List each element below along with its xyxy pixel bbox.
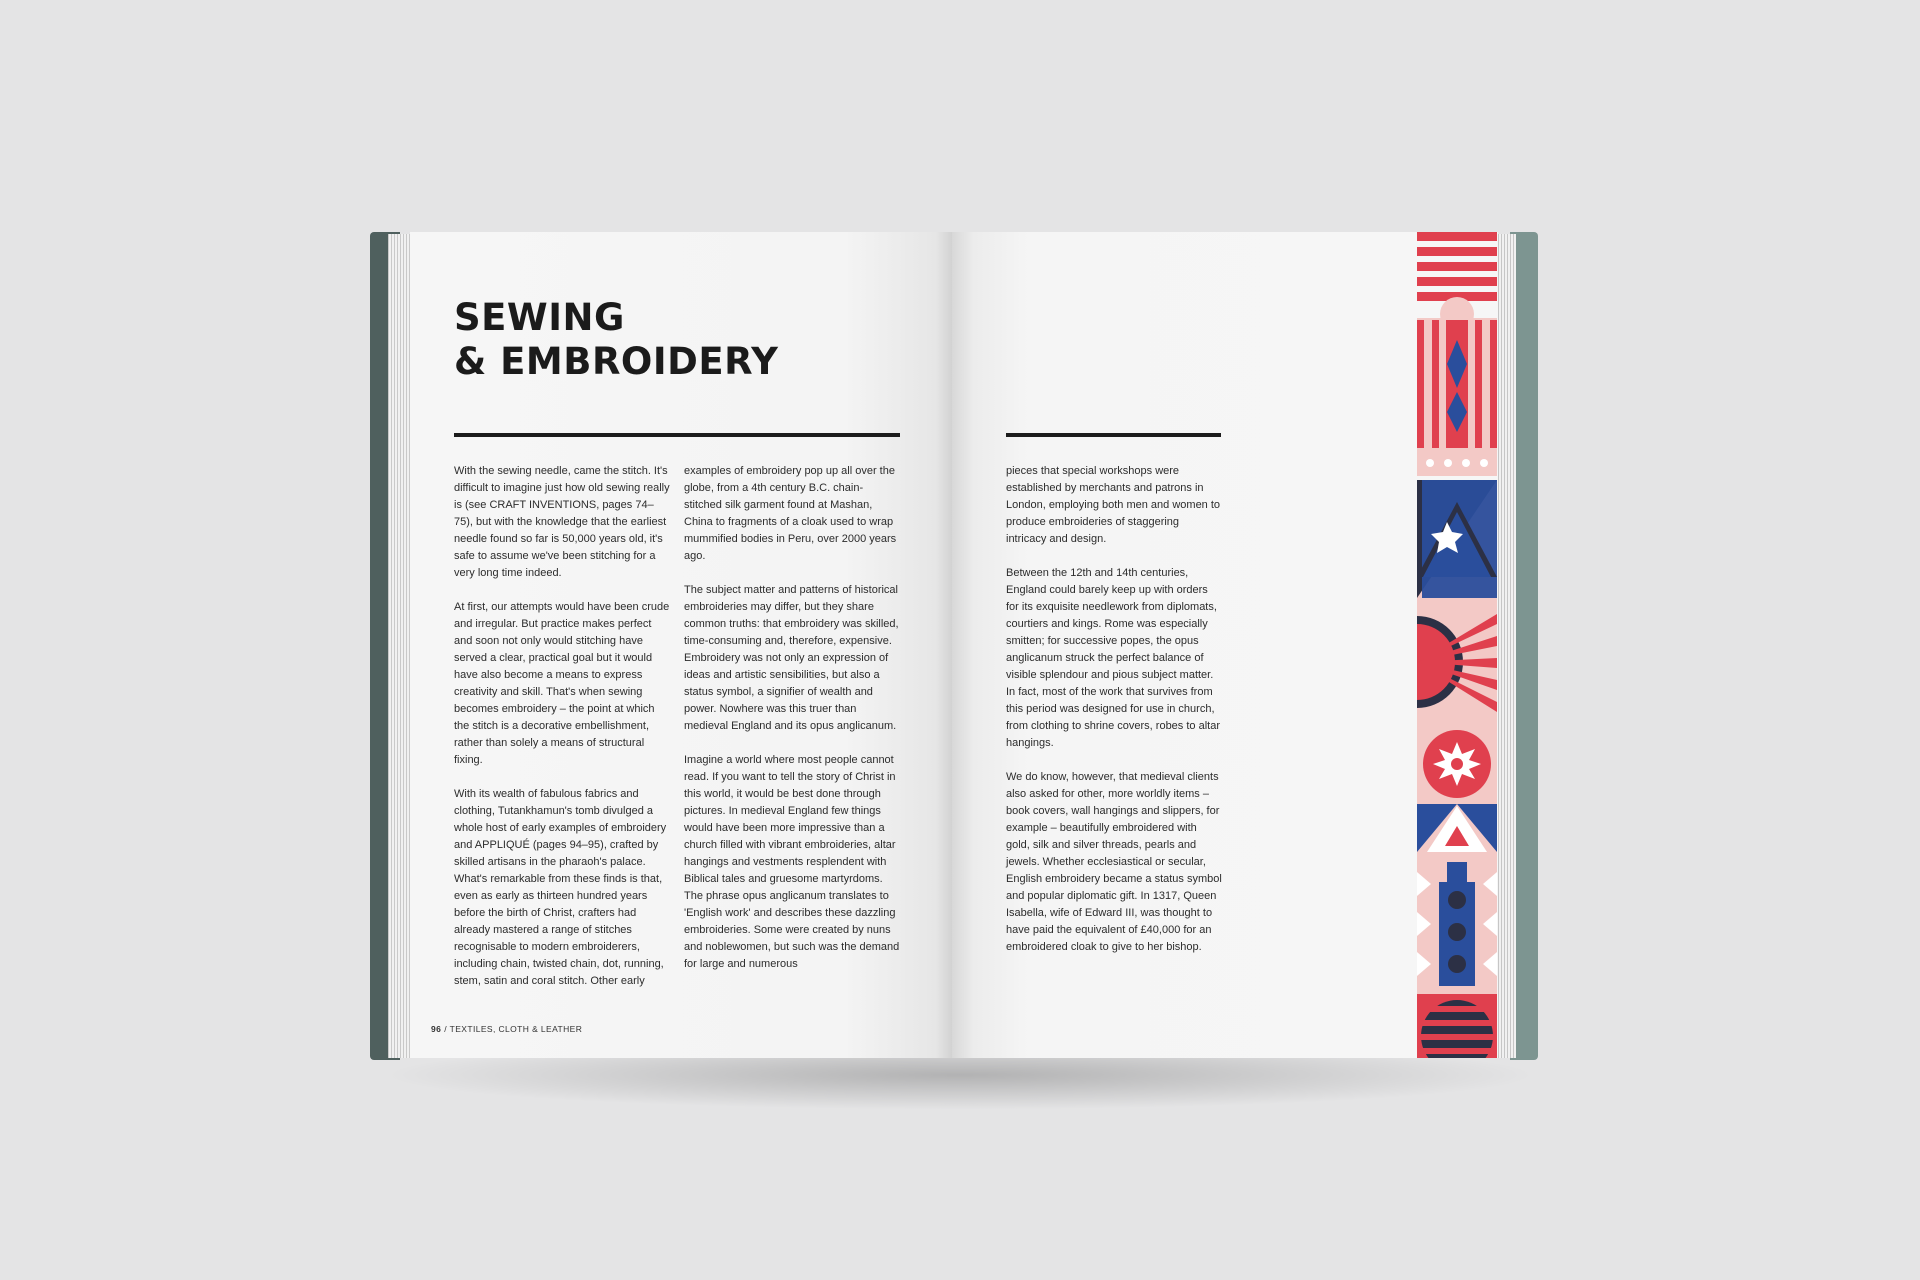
chapter-title-line-2: & EMBROIDERY xyxy=(454,340,779,383)
page-edges-left xyxy=(388,234,412,1058)
page-footer xyxy=(431,1024,582,1034)
page-number: 96 xyxy=(431,1024,442,1034)
paragraph: With its wealth of fabulous fabrics and clothing, Tutankhamun's tomb divulged a whole host of early examples of embroidery and APPLIQUÉ (pages 94–95), crafted by skilled artisans in the pharaoh's palace. What's remarkable from these finds is that, even as early as thirteen hundred years before the birth of Christ, crafters had already mastered a range of stitches recognisable to modern embroiderers, including chain, twisted chain, dot, running, stem, satin and coral stitch. Other early xyxy=(454,788,667,987)
paragraph: Imagine a world where most people cannot read. If you want to tell the story of Christ in this world, it would be best done through pictures. In medieval England few things would have been more impressive than a church filled with vibrant embroideries, altar hangings and vestments resplendent with Biblical tales and gruesome martyrdoms. The phrase opus anglicanum translates to 'English work' and describes these dazzling embroideries. Some were created by nuns and noblewomen, but such was the demand for large and numerous xyxy=(684,754,900,970)
title-rule-right xyxy=(1006,433,1221,437)
diamond-stripes-pattern xyxy=(1417,318,1497,450)
paragraph: With the sewing needle, came the stitch. It's difficult to imagine just how old sewing really is (see CRAFT INVENTIONS, pages 74–75), but with the knowledge that the earliest needle found so far is 50,000 years old, it's safe to assume we've been stitching for a very long time indeed. xyxy=(454,465,670,579)
paragraph: Between the 12th and 14th centuries, England could barely keep up with orders for its exquisite needlework from diplomats, courtiers and kings. Rome was especially smitten; for successive popes, the opus anglicanum struck the perfect balance of visible splendour and pious subject matter. In fact, most of the work that survives from this period was designed for use in church, from clothing to shrine covers, robes to altar hangings. xyxy=(1006,567,1220,749)
sunburst-pattern xyxy=(1417,598,1497,724)
chapter-title xyxy=(454,296,778,384)
star-triangle-pattern xyxy=(1417,480,1497,598)
striped-circle-pattern xyxy=(1417,994,1497,1058)
starburst-circle-pattern xyxy=(1417,724,1497,804)
chapter-title-line-1: SEWING xyxy=(454,296,625,339)
paragraph: At first, our attempts would have been crude and irregular. But practice makes perfect and soon not only would stitching have served a clear, practical goal but it would have also become a means to express creativity and skill. That's when sewing becomes embroidery – the point at which the stitch is a decorative embellishment, rather than solely a means of structural fixing. xyxy=(454,601,670,766)
page-edges-right xyxy=(1496,234,1516,1058)
text-column-3 xyxy=(1006,463,1222,973)
paragraph: The subject matter and patterns of historical embroideries may differ, but they share common truths: that embroidery was skilled, time-consuming and, therefore, expensive. Embroidery was not only an expression of ideas and artistic sensibilities, but also a status symbol, a signifier of wealth and power. Nowhere was this truer than medieval England and its opus anglicanum. xyxy=(684,584,899,732)
paragraph: We do know, however, that medieval clients also asked for other, more worldly items – book covers, wall hangings and slippers, for example – beautifully embroidered with gold, silk and silver threads, pearls and jewels. Whether ecclesiastical or secular, English embroidery became a status symbol and popular diplomatic gift. In 1317, Queen Isabella, wife of Edward III, was thought to have paid the equivalent of £40,000 for an embroidered cloak to give to her bishop. xyxy=(1006,771,1222,953)
dots-pattern xyxy=(1417,450,1497,476)
section-name: / TEXTILES, CLOTH & LEATHER xyxy=(444,1024,583,1034)
title-rule-left xyxy=(454,433,900,437)
paragraph: examples of embroidery pop up all over the globe, from a 4th century B.C. chain-stitched silk garment found at Mashan, China to fragments of a cloak used to wrap mummified bodies in Peru, over 2000 years ago. xyxy=(684,465,897,562)
text-column-2 xyxy=(684,463,900,990)
dots-bar-pattern xyxy=(1417,804,1497,994)
paragraph: pieces that special workshops were established by merchants and patrons in London, employing both men and women to produce embroideries of staggering intricacy and design. xyxy=(1006,465,1221,545)
text-column-1 xyxy=(454,463,670,1007)
decorative-pattern-strip xyxy=(1417,232,1497,1058)
